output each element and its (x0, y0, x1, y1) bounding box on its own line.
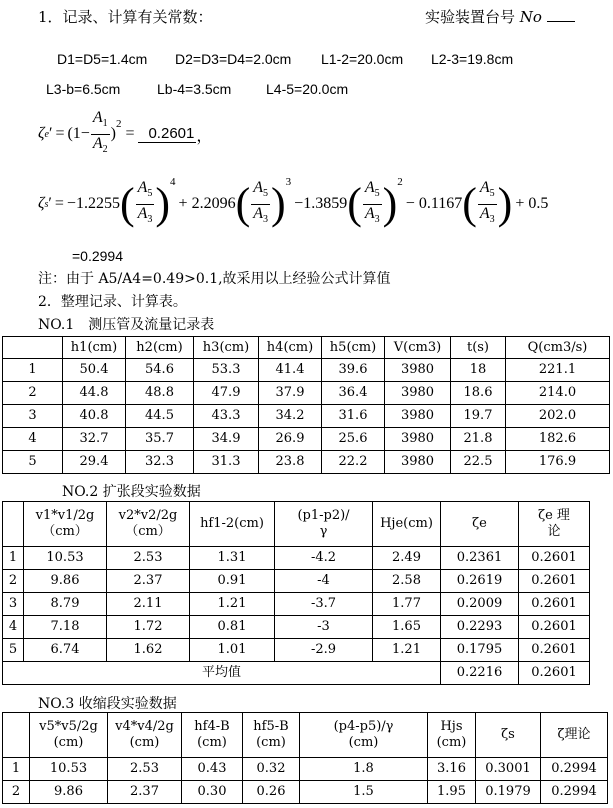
formula-zeta-s: ζ s ′ = −1.2255 ( $\frac{A_5}{A_3}$ ) $^4$ + 2.2096 ( $\frac{A_5}{A_3}$ ) $^3$ −1.3859 ( $\frac{A_5}{A_3}$ ) $^2$ − 0.1167 ( $\frac{A_5}{A_3}$ ) + 0.5 (38, 176, 549, 228)
constant-l1-2: L1-2=20.0cm (321, 51, 404, 67)
table1-cell: 5 (3, 451, 63, 474)
section1-title: 1．记录、计算有关常数： (38, 8, 213, 26)
table2-cell: 6.74 (24, 639, 107, 662)
table1-cell: 44.5 (126, 405, 194, 428)
table2-cell: 0.2601 (519, 639, 590, 662)
table1-cell: 22.2 (322, 451, 385, 474)
device-no: No (519, 8, 542, 26)
table3-header-cell-line1: hf5-B (253, 719, 289, 734)
table1-cell: 176.9 (506, 451, 610, 474)
table1-header-cell: h1(cm) (63, 337, 126, 359)
table1-cell: 43.3 (194, 405, 259, 428)
table1-cell: 40.8 (63, 405, 126, 428)
table1-title: NO.1 测压管及流量记录表 (38, 317, 215, 333)
table1-cell: 32.7 (63, 428, 126, 451)
table1-cell: 26.9 (259, 428, 322, 451)
table2-cell: 1.62 (107, 639, 190, 662)
term-2-coef: + 2.2096 (178, 195, 236, 212)
table1-cell: 3980 (385, 428, 451, 451)
table2-cell: 2.49 (373, 547, 441, 570)
table1-cell: 2 (3, 382, 63, 405)
table3-header-cell-line1: v5*v5/2g (39, 719, 98, 734)
table3-header-cell (3, 713, 30, 758)
table3-cell: 2 (3, 781, 30, 804)
table-row (3, 405, 610, 428)
table1-cell: 3980 (385, 382, 451, 405)
table1-cell: 35.7 (126, 428, 194, 451)
table1-header-cell: h5(cm) (322, 337, 385, 359)
table2-cell: 5 (3, 639, 24, 662)
table2-header-cell (190, 502, 275, 547)
table3-header-cell-line1: ζ理论 (557, 727, 591, 742)
table3-cell: 1.8 (300, 758, 428, 781)
table2-title: NO.2 扩张段实验数据 (62, 484, 201, 500)
table1-cell: 37.9 (259, 382, 322, 405)
table2-header-cell-line1: v1*v1/2g (35, 508, 95, 523)
table2-cell: 2.37 (107, 570, 190, 593)
table1-cell: 1 (3, 359, 63, 382)
constant-l4-5: L4-5=20.0cm (266, 81, 349, 97)
table3-cell: 1 (3, 758, 30, 781)
table2-header-cell-line1: v2*v2/2g (118, 508, 178, 523)
table3-header-row (3, 713, 608, 758)
table-row (3, 593, 590, 616)
average-value: 0.2216 (441, 662, 519, 685)
table2-header-cell-line2: 论 (547, 524, 561, 539)
table1-cell: 47.9 (194, 382, 259, 405)
table2-cell: 0.2601 (519, 593, 590, 616)
table1-cell: 34.9 (194, 428, 259, 451)
table2-cell: 0.2601 (519, 570, 590, 593)
table1-header-cell: V(cm3) (385, 337, 451, 359)
table-row (3, 570, 590, 593)
table1-cell: 3980 (385, 451, 451, 474)
term-3-coef: −1.3859 (294, 195, 348, 212)
table2-header-cell (275, 502, 373, 547)
table2-cell: 2.11 (107, 593, 190, 616)
table3-title: NO.3 收缩段实验数据 (38, 696, 177, 712)
table2-cell: -4 (275, 570, 373, 593)
table2-header-cell-line1: hf1-2(cm) (200, 516, 264, 531)
table3-contraction-data (2, 712, 608, 804)
table2-header-cell-line2: （cm） (42, 524, 88, 539)
table1-cell: 34.2 (259, 405, 322, 428)
table1-cell: 29.4 (63, 451, 126, 474)
table1-header-cell: h4(cm) (259, 337, 322, 359)
table3-header-cell (243, 713, 300, 758)
table1-cell: 22.5 (451, 451, 506, 474)
table2-cell: -4.2 (275, 547, 373, 570)
table-row (3, 616, 590, 639)
table2-header-cell-line2: γ (319, 524, 328, 539)
table2-cell: 1.01 (190, 639, 275, 662)
table3-header-cell-line1: hf4-B (194, 719, 230, 734)
table-row (3, 639, 590, 662)
table1-header-cell: t(s) (451, 337, 506, 359)
table3-cell: 0.43 (182, 758, 243, 781)
table2-cell: 1.21 (373, 639, 441, 662)
table1-cell: 182.6 (506, 428, 610, 451)
table3-header-cell (428, 713, 476, 758)
table3-cell: 0.32 (243, 758, 300, 781)
table3-cell: 0.26 (243, 781, 300, 804)
constant-d1-d5: D1=D5=1.4cm (57, 51, 148, 67)
table-row (3, 428, 610, 451)
table3-header-cell-line1: ζs (501, 727, 515, 742)
table1-cell: 32.3 (126, 451, 194, 474)
table3-cell: 0.2994 (541, 758, 608, 781)
table1-cell: 25.6 (322, 428, 385, 451)
table1-cell: 221.1 (506, 359, 610, 382)
table3-cell: 9.86 (30, 781, 108, 804)
table1-header-cell: h2(cm) (126, 337, 194, 359)
table2-cell: 0.91 (190, 570, 275, 593)
average-value: 0.2601 (519, 662, 590, 685)
table1-cell: 39.6 (322, 359, 385, 382)
table1-cell: 21.8 (451, 428, 506, 451)
table2-cell: 1.31 (190, 547, 275, 570)
table2-cell: 0.2009 (441, 593, 519, 616)
table2-cell: 0.2601 (519, 547, 590, 570)
average-label: 平均值 (3, 662, 441, 685)
table1-header-cell (3, 337, 63, 359)
table3-cell: 0.1979 (476, 781, 541, 804)
table1-cell: 3 (3, 405, 63, 428)
table2-cell: 10.53 (24, 547, 107, 570)
table1-cell: 41.4 (259, 359, 322, 382)
table1-cell: 4 (3, 428, 63, 451)
table1-header-cell: h3(cm) (194, 337, 259, 359)
table1-header-row (3, 337, 610, 359)
constant-l3-b: L3-b=6.5cm (46, 81, 121, 97)
device-label: 实验装置台号 (425, 8, 516, 26)
table2-cell: 0.2601 (519, 616, 590, 639)
table2-cell: 0.2361 (441, 547, 519, 570)
table3-cell: 1.5 (300, 781, 428, 804)
table1-cell: 18.6 (451, 382, 506, 405)
term-4-coef: − 0.1167 (405, 195, 463, 212)
table2-cell: 2.53 (107, 547, 190, 570)
table3-cell: 1.95 (428, 781, 476, 804)
table3-header-cell-line1: v4*v4/2g (115, 719, 174, 734)
constant-l2-3: L2-3=19.8cm (431, 51, 514, 67)
table1-cell: 3980 (385, 405, 451, 428)
device-no-blank (547, 7, 575, 22)
table1-cell: 31.6 (322, 405, 385, 428)
term-1-coef: −1.2255 (66, 195, 120, 212)
formula-zeta-e: ζ e ′ = (1− $\frac{A_1}{A_2}$ ) $^2$ = 0.2601 ， (38, 112, 212, 156)
table2-cell: 1.72 (107, 616, 190, 639)
table2-cell: 1 (3, 547, 24, 570)
table3-cell: 0.30 (182, 781, 243, 804)
table2-cell: 3 (3, 593, 24, 616)
table3-header-cell (182, 713, 243, 758)
table-row (3, 359, 610, 382)
table1-cell: 50.4 (63, 359, 126, 382)
table2-cell: 4 (3, 616, 24, 639)
table2-header-cell (3, 502, 24, 547)
table3-header-cell-line2: (cm) (436, 735, 467, 750)
zeta-s-result: =0.2994 (72, 248, 123, 264)
table-row (3, 382, 610, 405)
table3-cell: 2.37 (108, 781, 182, 804)
table3-header-cell-line1: Hjs (440, 719, 463, 734)
table2-cell: 8.79 (24, 593, 107, 616)
constant-lb-4: Lb-4=3.5cm (157, 81, 232, 97)
table1-cell: 31.3 (194, 451, 259, 474)
note-text: 注：由于 A5/A4=0.49>0.1,故采用以上经验公式计算值 (38, 271, 391, 287)
table2-cell: 0.1795 (441, 639, 519, 662)
table3-header-cell-line2: (cm) (53, 735, 84, 750)
table2-header-cell (519, 502, 590, 547)
table1-header-cell: Q(cm3/s) (506, 337, 610, 359)
table2-header-cell (24, 502, 107, 547)
table2-cell: 7.18 (24, 616, 107, 639)
table2-cell: 2.58 (373, 570, 441, 593)
table2-average-row (3, 662, 590, 685)
table2-header-cell-line1: Hje(cm) (380, 516, 433, 531)
table3-header-cell (108, 713, 182, 758)
table3-header-cell-line2: (cm) (256, 735, 286, 750)
table3-header-cell-line1: (p4-p5)/γ (333, 719, 394, 734)
table2-header-cell-line1: (p1-p2)/ (297, 508, 350, 523)
table2-header-cell (441, 502, 519, 547)
table-row (3, 451, 610, 474)
section2-title: 2．整理记录、计算表。 (38, 294, 187, 310)
device-number-label (425, 6, 575, 27)
table2-expansion-data (2, 501, 590, 685)
table3-header-cell (476, 713, 541, 758)
table3-cell: 0.2994 (541, 781, 608, 804)
table2-cell: 0.2293 (441, 616, 519, 639)
table1-cell: 3980 (385, 359, 451, 382)
table3-header-cell (30, 713, 108, 758)
table3-header-cell-line2: (cm) (348, 735, 379, 750)
table2-header-cell (373, 502, 441, 547)
table1-cell: 214.0 (506, 382, 610, 405)
table2-cell: 1.65 (373, 616, 441, 639)
zeta-e-symbol: ζ (38, 125, 45, 142)
zeta-s-symbol: ζ (38, 195, 45, 212)
table3-header-cell-line2: (cm) (129, 735, 160, 750)
table2-header-cell (107, 502, 190, 547)
table1-cell: 44.8 (63, 382, 126, 405)
constant-d2-d4: D2=D3=D4=2.0cm (175, 51, 292, 67)
table3-header-cell (541, 713, 608, 758)
table3-cell: 2.53 (108, 758, 182, 781)
table1-cell: 36.4 (322, 382, 385, 405)
table2-cell: -2.9 (275, 639, 373, 662)
table-row (3, 547, 590, 570)
table2-header-cell-line2: （cm） (125, 524, 171, 539)
table2-cell: 1.77 (373, 593, 441, 616)
table2-cell: 0.2619 (441, 570, 519, 593)
table3-cell: 10.53 (30, 758, 108, 781)
table3-cell: 0.3001 (476, 758, 541, 781)
table2-cell: 2 (3, 570, 24, 593)
table3-cell: 3.16 (428, 758, 476, 781)
table2-cell: -3.7 (275, 593, 373, 616)
table3-header-cell (300, 713, 428, 758)
constant-term: + 0.5 (515, 195, 549, 212)
table1-cell: 19.7 (451, 405, 506, 428)
table2-cell: 0.81 (190, 616, 275, 639)
table3-header-cell-line2: (cm) (197, 735, 227, 750)
table1-cell: 53.3 (194, 359, 259, 382)
table1-cell: 48.8 (126, 382, 194, 405)
zeta-e-result: 0.2601 (138, 125, 196, 143)
table1-flow-record (2, 336, 610, 474)
table2-header-cell-line1: ζe (472, 516, 487, 531)
table-row (3, 781, 608, 804)
area-ratio-a1-a2: $\frac{A_1}{A_2}$ (92, 109, 108, 155)
table1-cell: 18 (451, 359, 506, 382)
table1-cell: 54.6 (126, 359, 194, 382)
table2-cell: 9.86 (24, 570, 107, 593)
table2-header-row (3, 502, 590, 547)
table2-cell: -3 (275, 616, 373, 639)
table-row (3, 758, 608, 781)
table2-cell: 1.21 (190, 593, 275, 616)
table1-cell: 23.8 (259, 451, 322, 474)
table1-cell: 202.0 (506, 405, 610, 428)
table2-header-cell-line1: ζe 理 (538, 508, 570, 523)
